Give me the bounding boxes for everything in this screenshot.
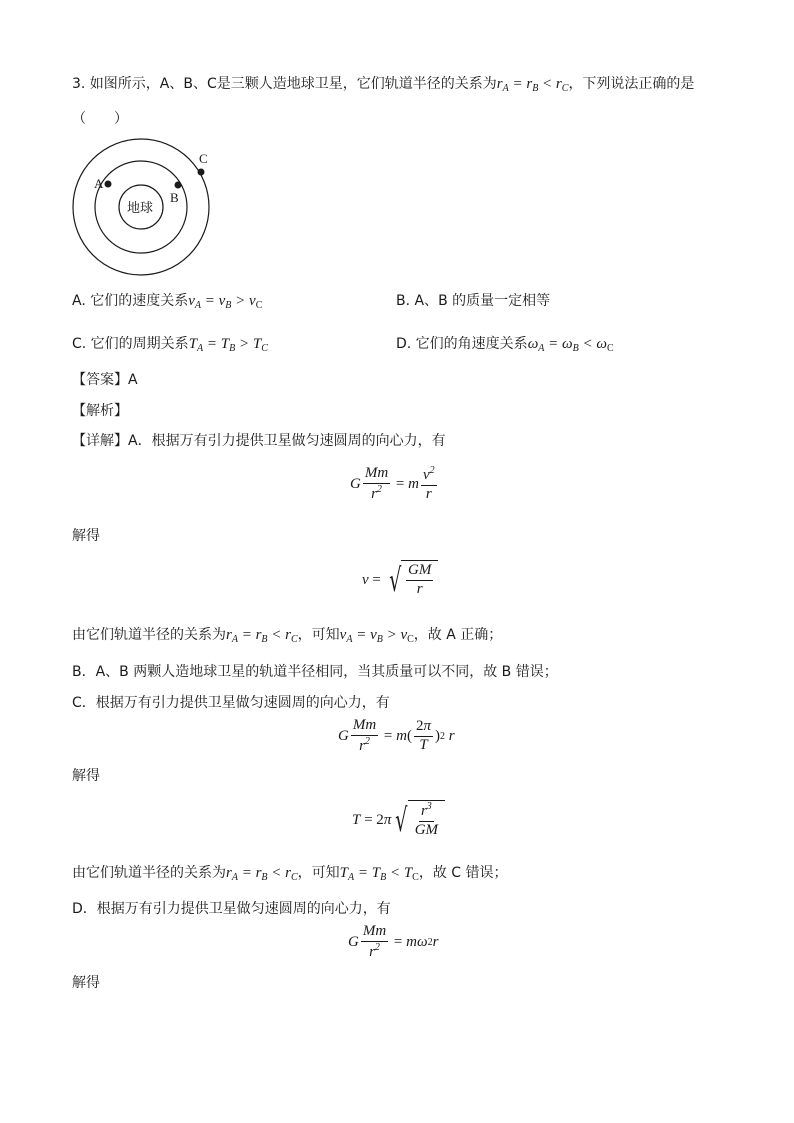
equation-period: T = 2 π √ $\frac{r^3}{GM}$ — [352, 800, 445, 840]
option-c: C. 它们的周期关系$T_A = T_B > T_C$ — [72, 336, 268, 354]
satellite-a — [105, 181, 112, 188]
answer-line: 【答案】A — [72, 372, 138, 388]
question-stem: 3. 如图所示，A、B、C是三颗人造地球卫星，它们轨道半径的关系为$r_A = r_B < r_C$，下列说法正确的是 — [72, 76, 695, 94]
detail-c: C．根据万有引力提供卫星做匀速圆周的向心力，有 — [72, 695, 390, 711]
label-a: A — [94, 176, 104, 191]
radius-relation: $r_A = r_B < r_C$ — [496, 76, 569, 94]
solve-label-3: 解得 — [72, 975, 100, 991]
detail-d: D．根据万有引力提供卫星做匀速圆周的向心力，有 — [72, 901, 391, 917]
equation-gravity-angular: G $\frac{Mm}{r^2}$ = mω 2 r — [348, 923, 439, 960]
label-c: C — [199, 151, 208, 166]
solve-label-1: 解得 — [72, 528, 100, 544]
option-d: D. 它们的角速度关系$\omega_A = \omega_B < \omega_C$ — [396, 336, 614, 354]
conclusion-b: B．A、B 两颗人造地球卫星的轨道半径相同，当其质量可以不同，故 B 错误； — [72, 664, 558, 680]
orbit-diagram — [65, 135, 225, 280]
option-b: B. A、B 的质量一定相等 — [396, 293, 551, 309]
satellite-c — [198, 169, 205, 176]
satellite-b — [175, 182, 182, 189]
equation-gravity-velocity: G $\frac{Mm}{r^2}$ = m $\frac{v^2}{r}$ — [350, 465, 435, 502]
solve-label-2: 解得 — [72, 768, 100, 784]
equation-gravity-period: G $\frac{Mm}{r^2}$ = m ( $\frac{2\pi}{T}$ ) 2 r — [338, 717, 455, 754]
conclusion-a: 由它们轨道半径的关系为$r_A = r_B < r_C$，可知$v_A = v_B > v_C$，故 A 正确； — [72, 627, 503, 645]
detail-a: 【详解】A．根据万有引力提供卫星做匀速圆周的向心力，有 — [72, 433, 446, 449]
option-a: A. 它们的速度关系$v_A = v_B > v_C$ — [72, 293, 263, 311]
conclusion-c: 由它们轨道半径的关系为$r_A = r_B < r_C$，可知$T_A = T_B < T_C$，故 C 错误； — [72, 865, 508, 883]
equation-velocity: v = √ $\frac{GM}{r}$ — [362, 560, 438, 600]
answer-blank: （ ） — [72, 111, 128, 127]
earth-label: 地球 — [127, 201, 154, 216]
label-b: B — [170, 190, 179, 205]
analysis-label: 【解析】 — [72, 403, 128, 419]
